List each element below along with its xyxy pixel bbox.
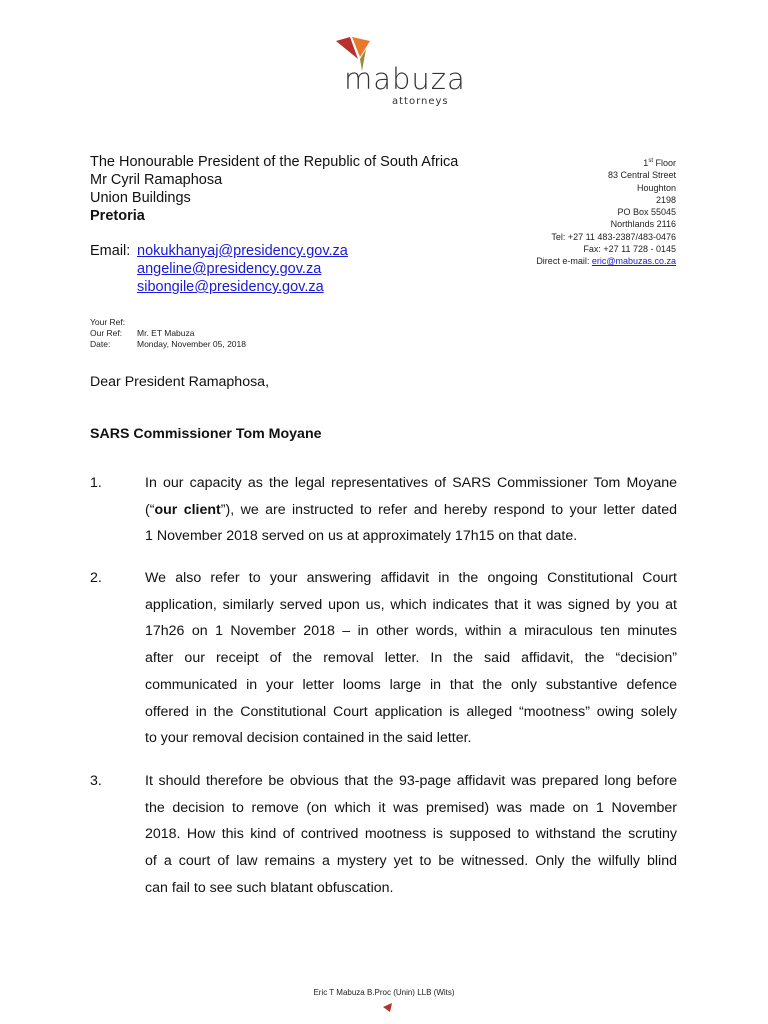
sender-line: Fax: +27 11 728 - 0145	[583, 244, 676, 255]
paragraph-number: 1.	[90, 475, 102, 491]
sender-address	[536, 157, 676, 268]
email-label: Email:	[90, 243, 131, 259]
email-block	[90, 242, 348, 296]
paragraph-1: In our capacity as the legal representatives of SARS Commissioner Tom Moyane (“our client”), we are instructed to refer and hereby respond to your letter dated 1 November 2018 served on us at approximately 17h15 on that date.	[145, 475, 677, 545]
direct-email-link[interactable]: eric@mabuzas.co.za	[591, 256, 676, 267]
paragraph-number: 2.	[90, 570, 102, 586]
sender-line: 2198	[655, 194, 676, 205]
date-value: Monday, November 05, 2018	[137, 339, 246, 349]
your-ref-label: Your Ref:	[90, 317, 126, 327]
date-label: Date:	[90, 339, 111, 349]
reference-block	[90, 317, 246, 350]
recipient-line: The Honourable President of the Republic of South Africa	[90, 154, 459, 170]
our-ref-label: Our Ref:	[90, 328, 123, 338]
our-ref-value: Mr. ET Mabuza	[137, 328, 195, 338]
sender-line: Tel: +27 11 483-2387/483-0476	[551, 231, 676, 242]
recipient-block	[90, 153, 458, 225]
email-link[interactable]: sibongile@presidency.gov.za	[137, 279, 324, 295]
sender-line: Northlands 2116	[610, 219, 676, 230]
sender-floor: 1st Floor	[643, 158, 676, 168]
logo-subtitle: attorneys	[392, 96, 449, 107]
our-client-term: our client	[154, 501, 221, 518]
sender-direct-email: Direct e-mail: eric@mabuzas.co.za	[536, 256, 676, 267]
recipient-line: Mr Cyril Ramaphosa	[90, 172, 223, 188]
email-link[interactable]: nokukhanyaj@presidency.gov.za	[137, 243, 348, 259]
footer-logo-mark-icon	[383, 1003, 393, 1012]
logo-name: mabuza	[344, 62, 466, 96]
subject-heading: SARS Commissioner Tom Moyane	[90, 426, 322, 442]
email-link[interactable]: angeline@presidency.gov.za	[137, 261, 322, 277]
sender-line: 83 Central Street	[607, 170, 676, 181]
paragraph-2: We also refer to your answering affidavit in the ongoing Constitutional Court application, similarly served upon us, which indicates that it was signed by you at 17h26 on 1 November 2018 – in other words, within a miraculous ten minutes after our receipt of the removal letter. In the said affidavit, the “decision” communicated in your letter looms large in that the only substantive defence offered in the Constitutional Court application is alleged “mootness” owing solely to your removal decision contained in the said letter.	[145, 570, 677, 747]
recipient-line: Union Buildings	[90, 190, 191, 206]
recipient-city: Pretoria	[90, 208, 145, 224]
salutation: Dear President Ramaphosa,	[90, 374, 270, 390]
paragraph-number: 3.	[90, 773, 102, 789]
paragraph-3: It should therefore be obvious that the 93-page affidavit was prepared long before the decision to remove (on which it was premised) was made on 1 November 2018. How this kind of contrived mootness is supposed to withstand the scrutiny of a court of law remains a mystery yet to be witnessed. Only the wilfully blind can fail to see such blatant obfuscation.	[145, 773, 677, 896]
sender-line: PO Box 55045	[617, 207, 676, 218]
sender-line: Houghton	[636, 182, 676, 193]
footer-credentials: Eric T Mabuza B.Proc (Unin) LLB (Wits)	[313, 988, 455, 997]
